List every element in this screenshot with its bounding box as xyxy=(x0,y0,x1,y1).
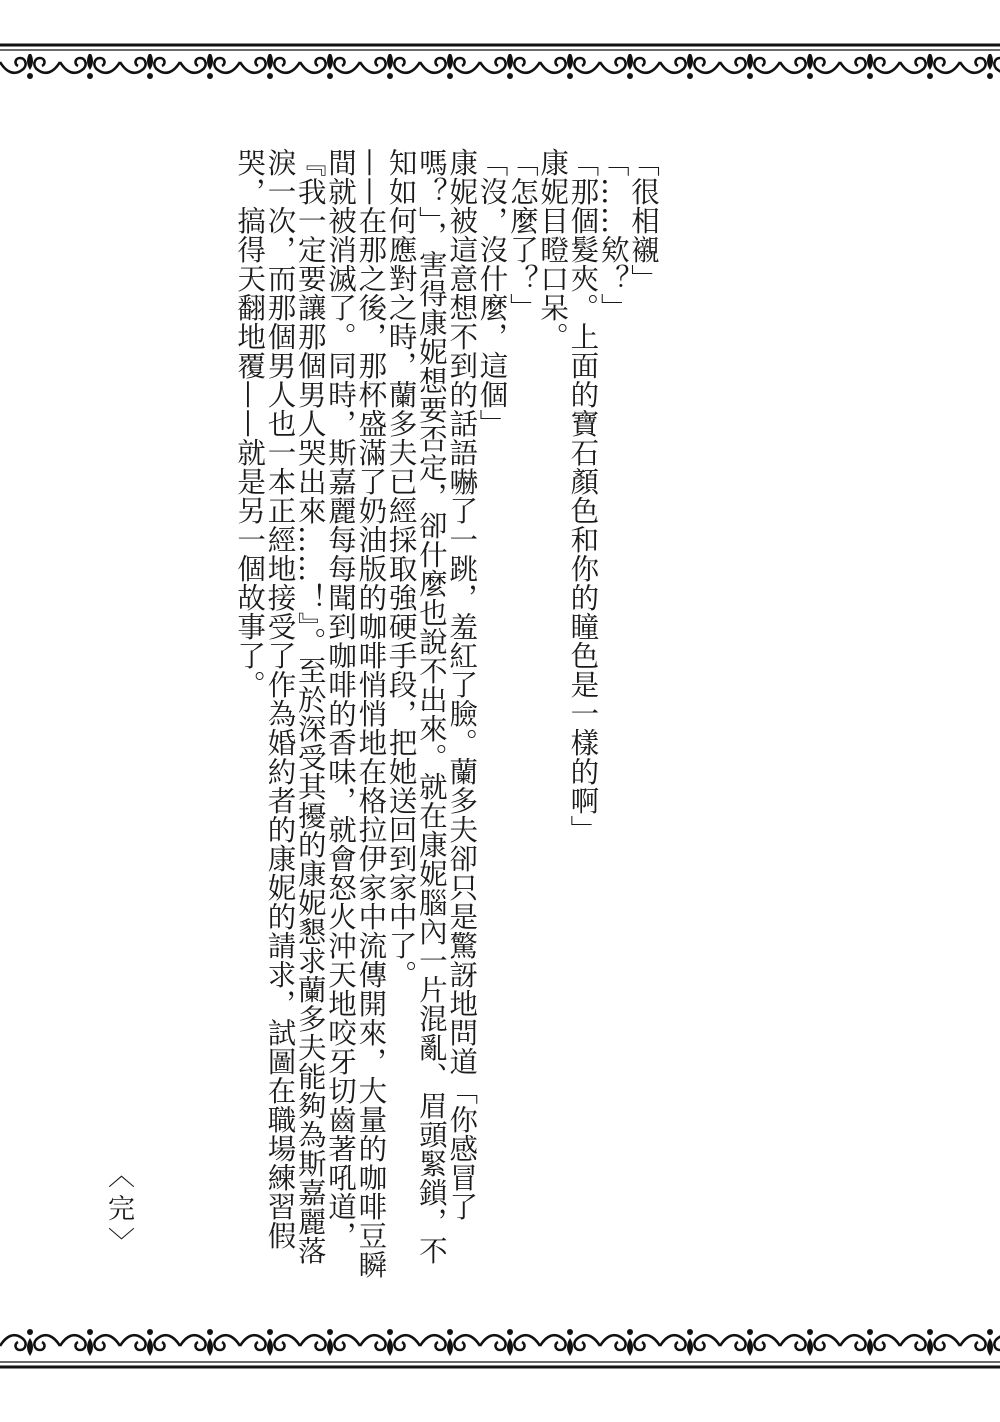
bottom-ornament-border xyxy=(0,1318,1000,1398)
ornament-pattern-bottom xyxy=(0,1318,1000,1398)
paragraph-4: 康妮目瞪口呆。 xyxy=(536,148,570,351)
ornament-pattern-top xyxy=(0,40,1000,120)
paragraph-8: ——在那之後，那杯盛滿了奶油版的咖啡悄悄地在格拉伊家中流傳開來，大量的咖啡豆瞬間就被消滅了。同時，斯嘉麗每每聞到咖啡的香味，就會怒火沖天地咬牙切齒著吼道，『我一定要讓那個男人哭出來……！』。至於深受其擾的康妮懇求蘭多夫能夠為斯嘉麗落淚一次，而那個男人也一本正經地接受了作為婚約者的康妮的請求，試圖在職場練習假哭，搞得天翻地覆——就是另一個故事了。 xyxy=(233,148,388,1279)
top-ornament-border xyxy=(0,40,1000,120)
paragraph-3: 「那個髮夾。上面的寶石顏色和你的瞳色是一樣的啊」 xyxy=(566,148,600,844)
paragraph-7: 康妮被這意想不到的話語嚇了一跳，羞紅了臉。蘭多夫卻只是驚訝地問道「你感冒了嗎？」，害得康妮想要否定，卻什麼也說不出來。就在康妮腦內一片混亂、眉頭緊鎖，不知如何應對之時，蘭多夫已經採取強硬手段，把她送回到家中了。 xyxy=(384,148,479,1265)
paragraph-1: 「很相襯」 xyxy=(627,148,660,293)
paragraph-5: 「怎麼了？」 xyxy=(505,148,539,322)
novel-text-column xyxy=(233,148,660,1283)
paragraph-6: 「沒，沒什麼，這個」 xyxy=(475,148,509,438)
end-mark: ︿完﹀ xyxy=(103,1160,134,1260)
paragraph-2: 「……欸？」 xyxy=(596,148,630,322)
